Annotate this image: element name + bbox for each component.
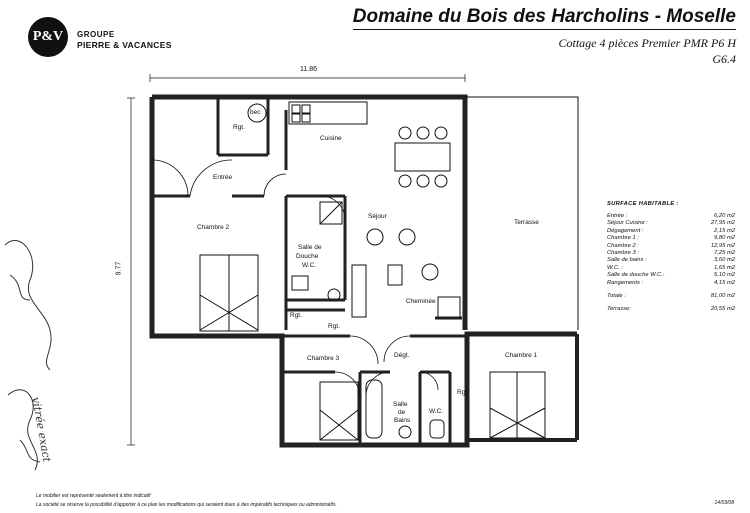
surface-row: Dégagement : 2,15 m2 bbox=[607, 227, 735, 234]
room-label-rgt-top: Rgt. bbox=[233, 124, 245, 131]
surface-row: Salle de bains : 3,60 m2 bbox=[607, 257, 735, 264]
plan-subtitle: Cottage 4 pièces Premier PMR P6 H bbox=[558, 36, 736, 50]
room-label-bains-3: Bains bbox=[394, 417, 411, 424]
surface-row: Salle de douche W.C.: 5,10 m2 bbox=[607, 272, 735, 279]
room-label-entree: Entrée bbox=[213, 174, 233, 181]
room-label-rgt-b: Rgt. bbox=[328, 323, 340, 330]
page-title: Domaine du Bois des Harcholins - Moselle bbox=[353, 6, 736, 30]
dimension-depth: 9.77 bbox=[115, 261, 123, 276]
room-label-cuisine: Cuisine bbox=[320, 135, 342, 142]
room-label-rgt-c: Rgt. bbox=[457, 389, 469, 396]
room-label-terrasse: Terrasse bbox=[514, 219, 539, 226]
room-label-rgt-a: Rgt. bbox=[290, 312, 302, 319]
room-label-degt: Dégt. bbox=[394, 352, 410, 359]
footer-note-modifications: La société se réserve la possibilité d'apporter à ce plan les modifications qui seraient dues à des impératifs techniques ou administratifs. bbox=[36, 502, 337, 508]
surface-row: Chambre 3 : 7,25 m2 bbox=[607, 250, 735, 257]
room-label-bec: bec bbox=[250, 109, 261, 116]
room-label-sejour: Séjour bbox=[368, 213, 387, 220]
room-label-bains-2: de bbox=[398, 409, 406, 416]
room-label-wc: W.C. bbox=[429, 408, 444, 415]
surface-terrasse-row: Terrasse: 20,55 m2 bbox=[607, 306, 735, 313]
surface-row: W.C. : 1,65 m2 bbox=[607, 264, 735, 271]
footer-date: 14/03/08 bbox=[714, 500, 734, 506]
logo-brand-text: PIERRE & VACANCES bbox=[77, 40, 172, 50]
plan-code: G6.4 bbox=[712, 52, 736, 66]
surface-row: Chambre 2 : 12,95 m2 bbox=[607, 242, 735, 249]
room-label-bains-1: Salle bbox=[393, 401, 408, 408]
dimension-width: 11.86 bbox=[300, 66, 317, 73]
pv-logo-mark: P&V bbox=[28, 17, 68, 57]
surface-row: Chambre 1 : 9,80 m2 bbox=[607, 235, 735, 242]
room-label-chambre-2: Chambre 2 bbox=[197, 224, 230, 231]
surface-table-title: SURFACE HABITABLE : bbox=[607, 201, 679, 207]
surface-row: Rangements : 4,15 m2 bbox=[607, 279, 735, 286]
surface-table bbox=[607, 201, 735, 314]
room-label-douche-3: W.C. bbox=[302, 262, 317, 269]
room-label-chambre-1: Chambre 1 bbox=[505, 352, 538, 359]
surface-row: Entrée : 6,20 m2 bbox=[607, 213, 735, 219]
room-label-chambre-3: Chambre 3 bbox=[307, 355, 340, 362]
surface-total-row: Totale : 81,00 m2 bbox=[607, 293, 735, 300]
footer-note-furniture: Le mobilier est représenté seulement à titre indicatif bbox=[36, 493, 151, 499]
logo-group-text: GROUPE bbox=[77, 30, 115, 39]
surface-row: Séjour Cuisine : 27,95 m2 bbox=[607, 220, 735, 227]
room-label-douche-2: Douche bbox=[296, 253, 319, 260]
handwritten-annotation: vitrée exact bbox=[29, 396, 54, 464]
room-label-cheminee: Cheminée bbox=[406, 298, 436, 305]
room-label-douche-1: Salle de bbox=[298, 244, 322, 251]
